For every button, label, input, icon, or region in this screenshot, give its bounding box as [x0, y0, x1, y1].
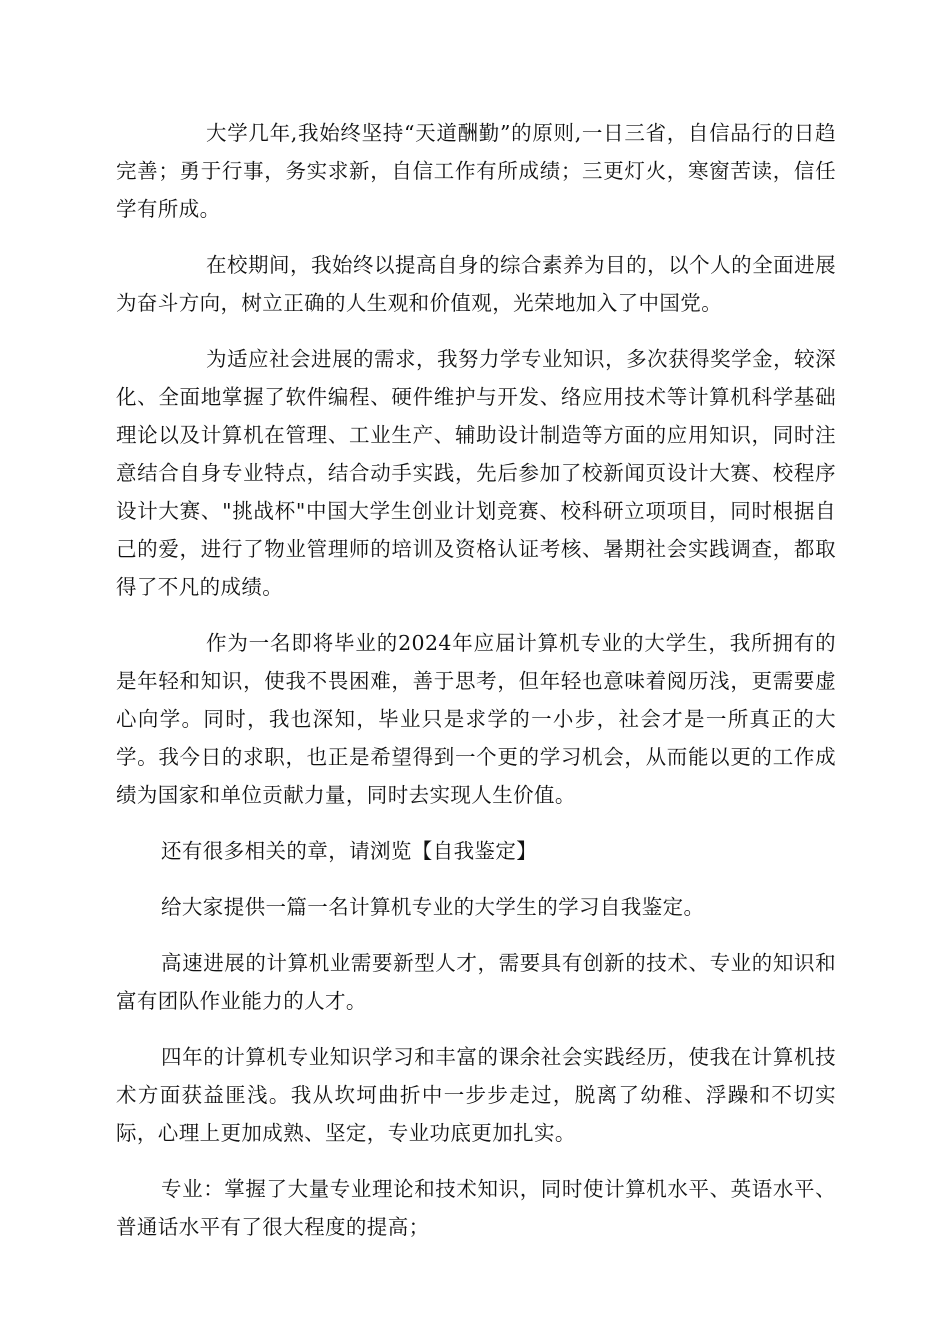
paragraph-3: 为适应社会进展的需求，我努力学专业知识，多次获得奖学金，较深化、全面地掌握了软件编程、硬件维护与开发、络应用技术等计算机科学基础理论以及计算机在管理、工业生产、辅助设计制造等方面的应用知识，同时注意结合自身专业特点，结合动手实践，先后参加了校新闻页设计大赛、校程序设计大赛、"挑战杯"中国大学生创业计划竞赛、校科研立项项目，同时根据自己的爱，进行了物业管理师的培训及资格认证考核、暑期社会实践调查，都取得了不凡的成绩。 — [116, 347, 836, 599]
paragraph-8: 四年的计算机专业知识学习和丰富的课余社会实践经历，使我在计算机技术方面获益匪浅。我从坎坷曲折中一步步走过，脱离了幼稚、浮躁和不切实际，心理上更加成熟、坚定，专业功底更加扎实。 — [116, 1045, 836, 1145]
paragraph-7: 高速进展的计算机业需要新型人才，需要具有创新的技术、专业的知识和富有团队作业能力的人才。 — [116, 951, 836, 1013]
document-page — [116, 114, 836, 1264]
paragraph-9: 专业：掌握了大量专业理论和技术知识，同时使计算机水平、英语水平、普通话水平有了很大程度的提高； — [116, 1177, 836, 1239]
paragraph-5: 还有很多相关的章，请浏览【自我鉴定】 — [161, 839, 538, 863]
paragraph-4: 作为一名即将毕业的2024年应届计算机专业的大学生，我所拥有的是年轻和知识，使我不畏困难，善于思考，但年轻也意味着阅历浅，更需要虚心向学。同时，我也深知，毕业只是求学的一小步，社会才是一所真正的大学。我今日的求职，也正是希望得到一个更的学习机会，从而能以更的工作成绩为国家和单位贡献力量，同时去实现人生价值。 — [116, 631, 836, 807]
paragraph-1: 大学几年,我始终坚持“天道酬勤”的原则,一日三省，自信品行的日趋完善；勇于行事，务实求新，自信工作有所成绩；三更灯火，寒窗苦读，信任学有所成。 — [116, 121, 836, 221]
paragraph-6: 给大家提供一篇一名计算机专业的大学生的学习自我鉴定。 — [161, 895, 705, 919]
paragraph-2: 在校期间，我始终以提高自身的综合素养为目的，以个人的全面进展为奋斗方向，树立正确的人生观和价值观，光荣地加入了中国党。 — [116, 253, 836, 315]
